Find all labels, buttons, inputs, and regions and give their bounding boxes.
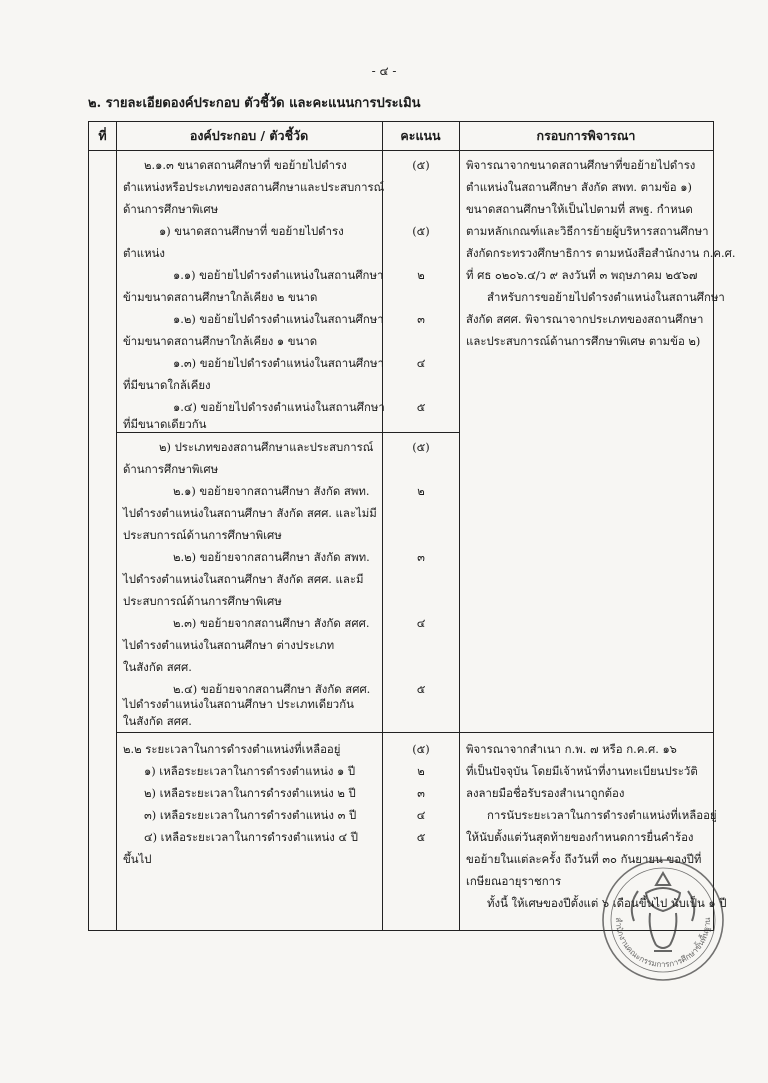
component-line: ข้ามขนาดสถานศึกษาใกล้เคียง ๑ ขนาด	[123, 334, 318, 348]
score: ๓	[417, 312, 425, 326]
criteria-line: และประสบการณ์ด้านการศึกษาพิเศษ ตามข้อ ๒)	[466, 334, 701, 348]
score: ๓	[417, 786, 425, 800]
criteria-line: พิจารณาจากขนาดสถานศึกษาที่ขอย้ายไปดำรง	[466, 158, 696, 172]
header-score: คะแนน	[400, 128, 441, 143]
criteria-line: ลงลายมือชื่อรับรองสำเนาถูกต้อง	[466, 786, 625, 800]
row-divider	[459, 732, 713, 733]
criteria-line: สังกัด สศศ. พิจารณาจากประเภทของสถานศึกษา	[466, 312, 704, 326]
component-line: ๒.๒) ขอย้ายจากสถานศึกษา สังกัด สพท.	[173, 550, 370, 564]
component-line: ไปดำรงตำแหน่งในสถานศึกษา สังกัด สศศ. และไม่มี	[123, 506, 377, 520]
header-criteria: กรอบการพิจารณา	[536, 128, 636, 143]
score: ๔	[416, 808, 426, 822]
component-line: ๒) เหลือระยะเวลาในการดำรงตำแหน่ง ๒ ปี	[144, 786, 356, 800]
criteria-table	[88, 121, 736, 931]
component-line: ด้านการศึกษาพิเศษ	[123, 202, 219, 216]
row-divider	[116, 732, 459, 733]
component-line: ไปดำรงตำแหน่งในสถานศึกษา ต่างประเภท	[123, 638, 335, 652]
component-line: ไปดำรงตำแหน่งในสถานศึกษา ประเภทเดียวกัน	[123, 697, 354, 711]
component-line: ๑) ขนาดสถานศึกษาที่ ขอย้ายไปดำรง	[159, 224, 344, 238]
criteria-line: เกษียณอายุราชการ	[466, 874, 562, 888]
component-line: ประสบการณ์ด้านการศึกษาพิเศษ	[123, 528, 282, 542]
component-line: ๒.๑) ขอย้ายจากสถานศึกษา สังกัด สพท.	[173, 484, 370, 498]
criteria-line: ขอย้ายในแต่ละครั้ง ถึงวันที่ ๓๐ กันยายน ของปีที่	[466, 852, 702, 866]
criteria-line: ทั้งนี้ ให้เศษของปีตั้งแต่ ๖ เดือนขึ้นไป นับเป็น ๑ ปี	[487, 896, 727, 910]
row-divider	[382, 432, 459, 433]
score: ๒	[417, 268, 425, 282]
score: ๔	[416, 356, 426, 370]
score: ๒	[417, 484, 425, 498]
component-line: ในสังกัด สศศ.	[123, 714, 192, 728]
score: ๓	[417, 550, 425, 564]
component-line: ๑.๑) ขอย้ายไปดำรงตำแหน่งในสถานศึกษา	[173, 268, 384, 282]
component-line: ๑.๒) ขอย้ายไปดำรงตำแหน่งในสถานศึกษา	[173, 312, 384, 326]
component-line: ๑) เหลือระยะเวลาในการดำรงตำแหน่ง ๑ ปี	[144, 764, 356, 778]
component-line: ตำแหน่ง	[123, 246, 165, 260]
seal-text: สำนักงานคณะกรรมการการศึกษาขั้นพื้นฐาน	[613, 917, 713, 970]
component-line: ประสบการณ์ด้านการศึกษาพิเศษ	[123, 594, 282, 608]
component-line: ๒.๒ ระยะเวลาในการดำรงตำแหน่งที่เหลืออยู่	[123, 742, 341, 756]
header-divider	[89, 150, 713, 151]
header-no: ที่	[98, 128, 107, 143]
component-line: ๑.๓) ขอย้ายไปดำรงตำแหน่งในสถานศึกษา	[173, 356, 384, 370]
criteria-line: ที่ ศธ ๐๒๐๖.๔/ว ๙ ลงวันที่ ๓ พฤษภาคม ๒๕๖๗	[466, 268, 698, 282]
score: ๕	[416, 830, 426, 844]
component-line: ในสังกัด สศศ.	[123, 660, 192, 674]
component-line: ด้านการศึกษาพิเศษ	[123, 462, 219, 476]
score: ๒	[417, 764, 425, 778]
score: ๔	[416, 616, 426, 630]
criteria-line: การนับระยะเวลาในการดำรงตำแหน่งที่เหลืออยู่	[487, 808, 717, 822]
criteria-line: พิจารณาจากสำเนา ก.พ. ๗ หรือ ก.ค.ศ. ๑๖	[466, 742, 677, 756]
criteria-line: สังกัดกระทรวงศึกษาธิการ ตามหนังสือสำนักงาน ก.ค.ศ.	[466, 246, 736, 260]
criteria-line: ให้นับตั้งแต่วันสุดท้ายของกำหนดการยื่นคำร้อง	[466, 830, 694, 844]
criteria-line: ขนาดสถานศึกษาให้เป็นไปตามที่ สพฐ. กำหนด	[466, 202, 693, 216]
component-line: ๔) เหลือระยะเวลาในการดำรงตำแหน่ง ๔ ปี	[144, 830, 358, 844]
score: (๕)	[412, 158, 430, 172]
official-seal-icon	[598, 855, 728, 985]
score: ๕	[416, 400, 426, 414]
component-line: ที่มีขนาดใกล้เคียง	[123, 378, 211, 392]
component-line: ขึ้นไป	[123, 852, 152, 866]
component-line: ๓) เหลือระยะเวลาในการดำรงตำแหน่ง ๓ ปี	[144, 808, 357, 822]
header-component: องค์ประกอบ / ตัวชี้วัด	[189, 128, 309, 143]
criteria-line: ตามหลักเกณฑ์และวิธีการย้ายผู้บริหารสถานศึกษา	[466, 224, 709, 238]
criteria-line: ที่เป็นปัจจุบัน โดยมีเจ้าหน้าที่งานทะเบียนประวัติ	[466, 764, 698, 778]
score: (๕)	[412, 440, 430, 454]
component-line: ข้ามขนาดสถานศึกษาใกล้เคียง ๒ ขนาด	[123, 290, 318, 304]
section-title: ๒. รายละเอียดองค์ประกอบ ตัวชี้วัด และคะแนนการประเมิน	[88, 96, 421, 111]
column-divider	[116, 122, 117, 930]
score: (๕)	[412, 742, 430, 756]
component-line: ๒) ประเภทของสถานศึกษาและประสบการณ์	[159, 440, 374, 454]
component-line: ๒.๑.๓ ขนาดสถานศึกษาที่ ขอย้ายไปดำรง	[144, 158, 347, 172]
svg-text:สำนักงานคณะกรรมการการศึกษาขั้น	[614, 917, 712, 969]
component-line: ตำแหน่งหรือประเภทของสถานศึกษาและประสบการณ์	[123, 180, 385, 194]
component-line: ที่มีขนาดเดียวกัน	[123, 417, 207, 431]
component-line: ๒.๔) ขอย้ายจากสถานศึกษา สังกัด สศศ.	[173, 682, 371, 696]
criteria-line: สำหรับการขอย้ายไปดำรงตำแหน่งในสถานศึกษา	[487, 290, 725, 304]
component-line: ๒.๓) ขอย้ายจากสถานศึกษา สังกัด สศศ.	[173, 616, 370, 630]
score: (๕)	[412, 224, 430, 238]
page-number: - ๔ -	[371, 64, 397, 78]
component-line: ไปดำรงตำแหน่งในสถานศึกษา สังกัด สศศ. และมี	[123, 572, 364, 586]
component-line: ๑.๔) ขอย้ายไปดำรงตำแหน่งในสถานศึกษา	[173, 400, 385, 414]
criteria-line: ตำแหน่งในสถานศึกษา สังกัด สพท. ตามข้อ ๑)	[466, 180, 692, 194]
score: ๕	[416, 682, 426, 696]
row-divider	[116, 432, 382, 433]
